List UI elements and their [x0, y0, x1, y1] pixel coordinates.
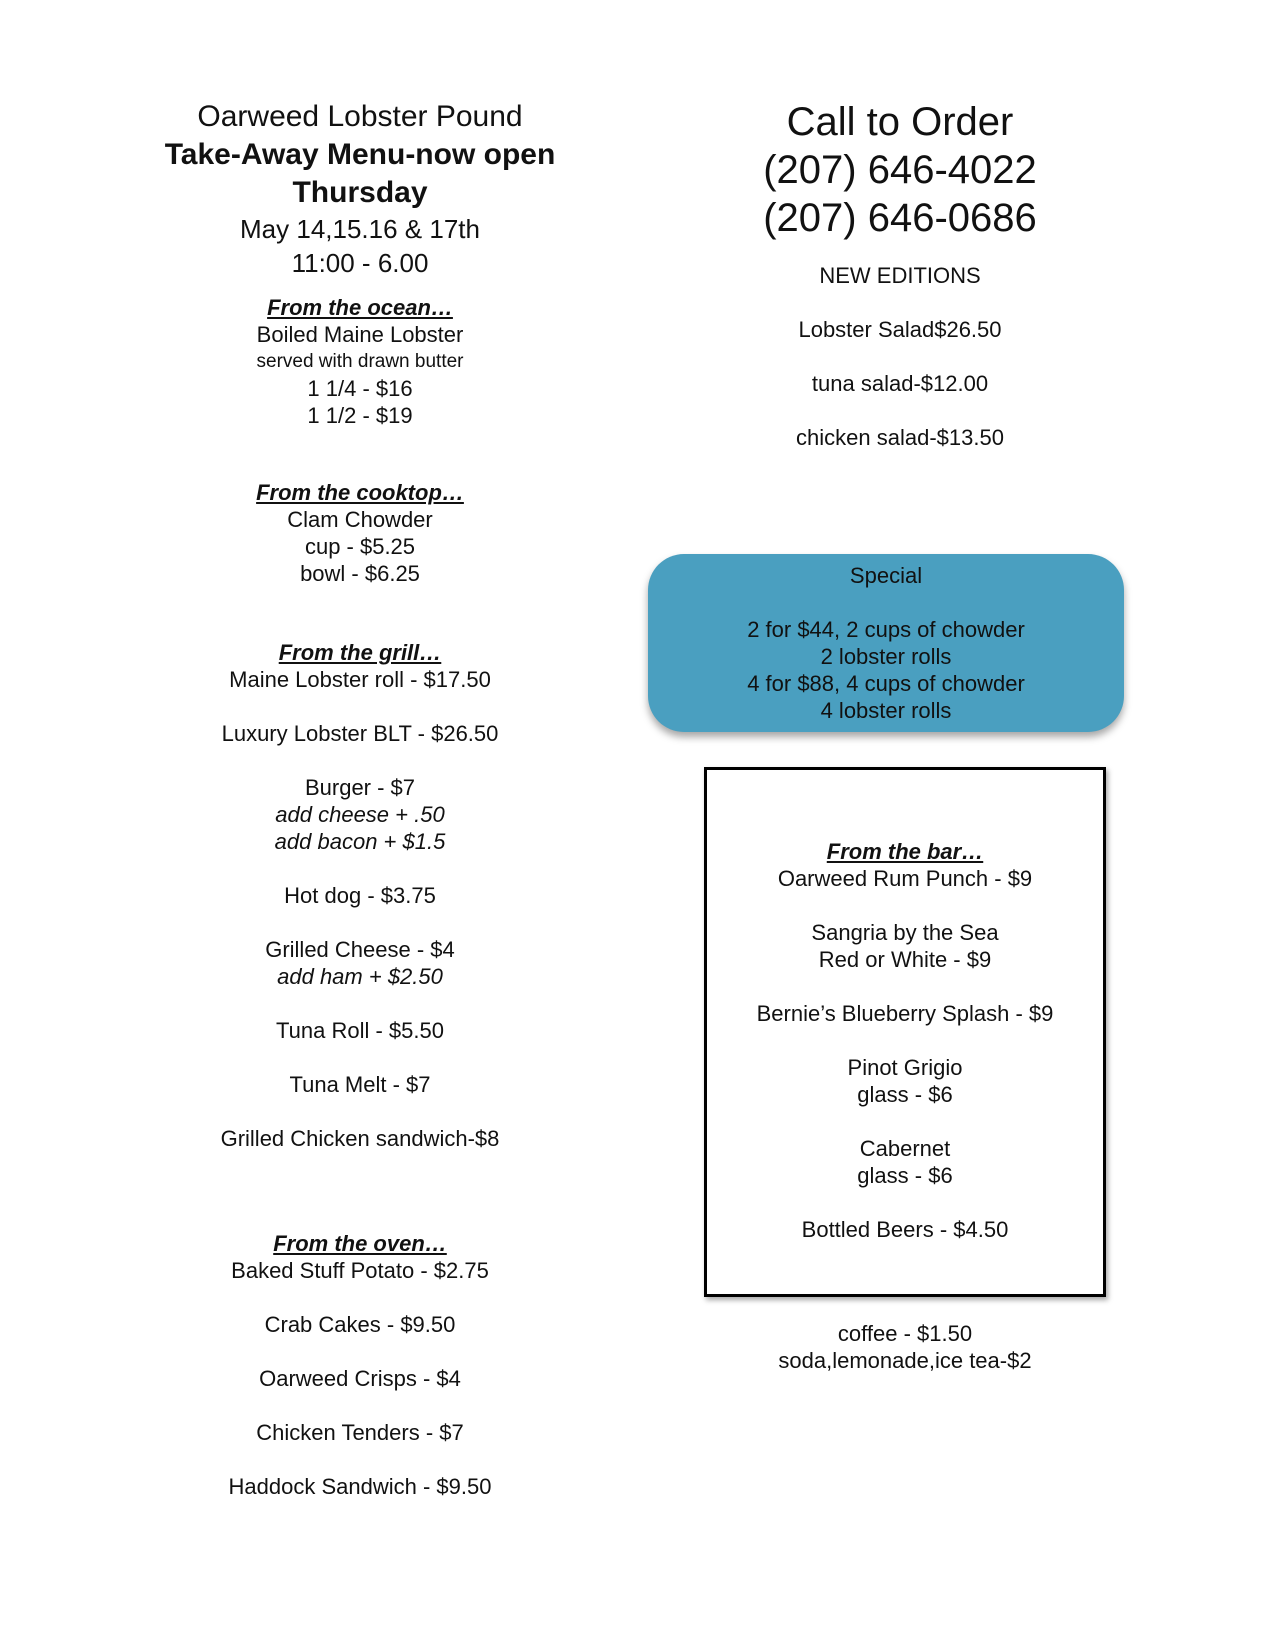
menu-item-price: glass - $6: [857, 1163, 953, 1188]
menu-item: chicken salad-$13.50: [796, 425, 1004, 450]
new-editions-heading: NEW EDITIONS: [819, 263, 981, 288]
menu-item: Oarweed Rum Punch - $9: [777, 866, 1033, 891]
ocean-heading: From the ocean…: [267, 295, 453, 320]
section-grill: [140, 639, 580, 1152]
menu-item: Boiled Maine Lobster: [256, 322, 464, 347]
menu-item-price: glass - $6: [857, 1082, 953, 1107]
menu-item: Maine Lobster roll - $17.50: [229, 667, 491, 692]
special-line: 2 for $44, 2 cups of chowder: [747, 617, 1025, 642]
right-column: [690, 98, 1110, 451]
menu-item: Cabernet: [859, 1136, 951, 1161]
menu-item: Luxury Lobster BLT - $26.50: [221, 721, 499, 746]
menu-item-note: served with drawn butter: [256, 351, 464, 372]
phone-number: (207) 646-0686: [763, 196, 1037, 240]
menu-item-addon: add bacon + $1.5: [274, 829, 446, 854]
special-line: 4 lobster rolls: [820, 698, 952, 723]
menu-item-price: cup - $5.25: [304, 534, 416, 559]
menu-item: Chicken Tenders - $7: [256, 1420, 464, 1445]
special-box: [648, 554, 1124, 732]
menu-item: Tuna Melt - $7: [289, 1072, 431, 1097]
cooktop-heading: From the cooktop…: [256, 480, 464, 505]
menu-day: Thursday: [292, 176, 428, 209]
menu-item: Hot dog - $3.75: [284, 883, 436, 908]
menu-title: Take-Away Menu-now open: [164, 138, 556, 171]
left-column: [140, 98, 580, 1500]
menu-hours: 11:00 - 6.00: [291, 248, 429, 278]
menu-item: Tuna Roll - $5.50: [276, 1018, 444, 1043]
menu-item: soda,lemonade,ice tea-$2: [778, 1348, 1032, 1373]
phone-number: (207) 646-4022: [763, 148, 1037, 192]
oven-heading: From the oven…: [273, 1231, 447, 1256]
menu-item: Haddock Sandwich - $9.50: [228, 1474, 492, 1499]
grill-heading: From the grill…: [278, 640, 442, 665]
menu-item: Oarweed Crisps - $4: [259, 1366, 461, 1391]
menu-item: Lobster Salad$26.50: [798, 317, 1002, 342]
drinks-section: [690, 1320, 1120, 1374]
section-cooktop: [140, 479, 580, 587]
menu-item: Clam Chowder: [287, 507, 433, 532]
special-line: 2 lobster rolls: [820, 644, 952, 669]
menu-dates: May 14,15.16 & 17th: [240, 214, 480, 244]
special-line: 4 for $88, 4 cups of chowder: [747, 671, 1025, 696]
menu-item: Pinot Grigio: [847, 1055, 963, 1080]
menu-item: Bernie’s Blueberry Splash - $9: [756, 1001, 1054, 1026]
menu-item: Grilled Chicken sandwich-$8: [220, 1126, 500, 1151]
menu-item: Baked Stuff Potato - $2.75: [231, 1258, 489, 1283]
menu-item: Bottled Beers - $4.50: [801, 1217, 1009, 1242]
menu-item: tuna salad-$12.00: [811, 371, 989, 396]
menu-item-price: 1 1/4 - $16: [307, 376, 413, 401]
menu-item-addon: add cheese + .50: [275, 802, 445, 827]
menu-item: coffee - $1.50: [837, 1321, 973, 1346]
restaurant-name: Oarweed Lobster Pound: [197, 100, 523, 133]
special-heading: Special: [849, 563, 923, 588]
menu-item-addon: add ham + $2.50: [277, 964, 443, 989]
menu-item: Grilled Cheese - $4: [265, 937, 455, 962]
bar-heading: From the bar…: [826, 839, 984, 864]
menu-item: Crab Cakes - $9.50: [264, 1312, 456, 1337]
menu-item-price: bowl - $6.25: [300, 561, 420, 586]
section-ocean: [140, 294, 580, 429]
section-oven: [140, 1230, 580, 1500]
menu-item-price: 1 1/2 - $19: [307, 403, 413, 428]
menu-item: Burger - $7: [304, 775, 416, 800]
bar-box: [704, 767, 1106, 1297]
menu-item: Sangria by the Sea: [811, 920, 999, 945]
call-to-order-title: Call to Order: [786, 100, 1014, 144]
menu-item-price: Red or White - $9: [818, 947, 992, 972]
